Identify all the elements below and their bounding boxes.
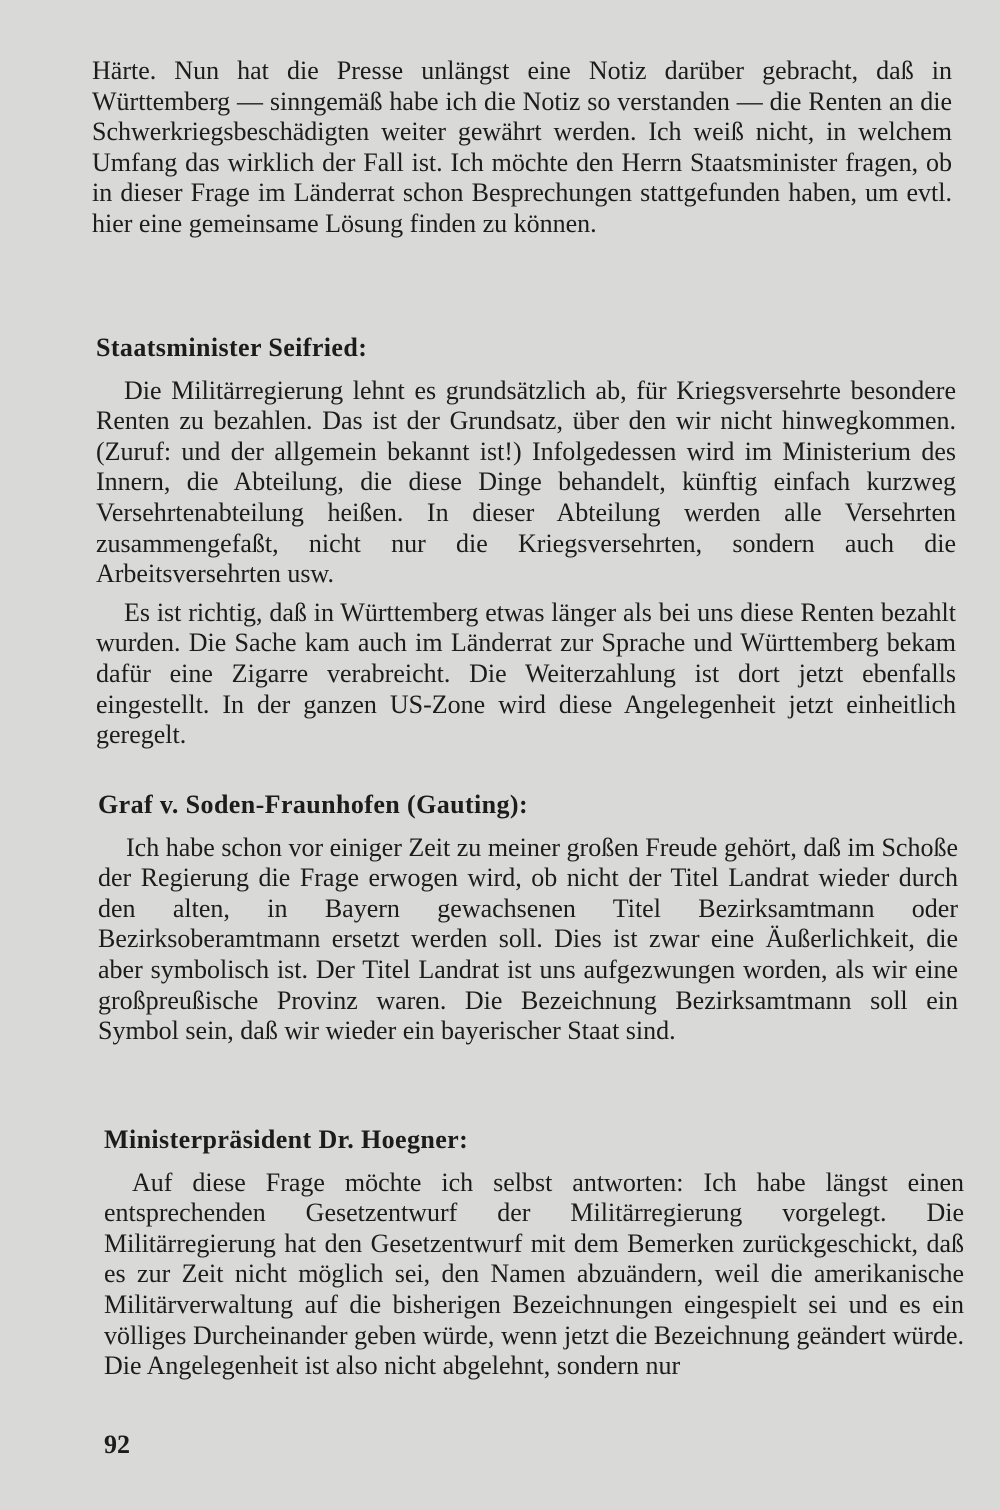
body-paragraph: Die Militärregierung lehnt es grundsätzlich ab, für Kriegsversehrte besondere Renten zu bezahlen. Das ist der Grundsatz, über den wir nicht hinwegkommen. (Zuruf: und der allgemein bekannt ist!) Infolgedessen wird im Ministerium des Innern, die Abteilung, die diese Dinge behandelt, künftig einfach kurzweg Versehrtenabteilung heißen. In dieser Abteilung werden alle Versehrten zusammengefaßt, nicht nur die Kriegsversehrten, sondern auch die Arbeitsversehrten usw. xyxy=(96,375,956,589)
body-paragraph: Es ist richtig, daß in Württemberg etwas länger als bei uns diese Renten bezahlt wurden. Die Sache kam auch im Länderrat zur Sprache und Württemberg bekam dafür eine Zigarre verabreicht. Die Weiterzahlung ist dort jetzt ebenfalls eingestellt. In der ganzen US-Zone wird diese Angelegenheit jetzt einheitlich geregelt. xyxy=(96,597,956,750)
speaker-heading: Staatsminister Seifried: xyxy=(96,333,368,362)
section-soden-fraunhofen xyxy=(98,790,958,1047)
section-hoegner xyxy=(104,1125,964,1382)
body-paragraph: Auf diese Frage möchte ich selbst antworten: Ich habe längst einen entsprechenden Gesetzentwurf der Militärregierung vorgelegt. Die Militärregierung hat den Gesetzentwurf mit dem Bemerken zurückgeschickt, daß es zur Zeit nicht möglich sei, den Namen abzuändern, weil die amerikanische Militärverwaltung auf die bisherigen Bezeichnungen eingespielt sei und es ein völliges Durcheinander geben würde, wenn jetzt die Bezeichnung geändert würde. Die Angelegenheit ist also nicht abgelehnt, sondern nur xyxy=(104,1167,964,1381)
page-number: 92 xyxy=(104,1430,130,1459)
speaker-heading: Ministerpräsident Dr. Hoegner: xyxy=(104,1125,469,1154)
intro-paragraph: Härte. Nun hat die Presse unlängst eine Notiz darüber gebracht, daß in Württemberg — sinngemäß habe ich die Notiz so verstanden — die Renten an die Schwerkriegsbeschädigten weiter gewährt werden. Ich weiß nicht, in welchem Umfang das wirklich der Fall ist. Ich möchte den Herrn Staatsminister fragen, ob in dieser Frage im Länderrat schon Besprechungen stattgefunden haben, um evtl. hier eine gemeinsame Lösung finden zu können. xyxy=(92,56,952,238)
intro-block xyxy=(92,56,952,240)
speaker-heading: Graf v. Soden-Fraunhofen (Gauting): xyxy=(98,790,529,819)
body-paragraph: Ich habe schon vor einiger Zeit zu meiner großen Freude gehört, daß im Schoße der Regierung die Frage erwogen wird, ob nicht der Titel Landrat wieder durch den alten, in Bayern gewachsenen Titel Bezirksamtmann oder Bezirksoberamtmann ersetzt werden soll. Dies ist zwar eine Äußerlichkeit, die aber symbolisch ist. Der Titel Landrat ist uns aufgezwungen worden, als wir eine großpreußische Provinz waren. Die Bezeichnung Bezirksamtmann soll ein Symbol sein, daß wir wieder ein bayerischer Staat sind. xyxy=(98,832,958,1046)
section-seifried xyxy=(96,333,956,751)
